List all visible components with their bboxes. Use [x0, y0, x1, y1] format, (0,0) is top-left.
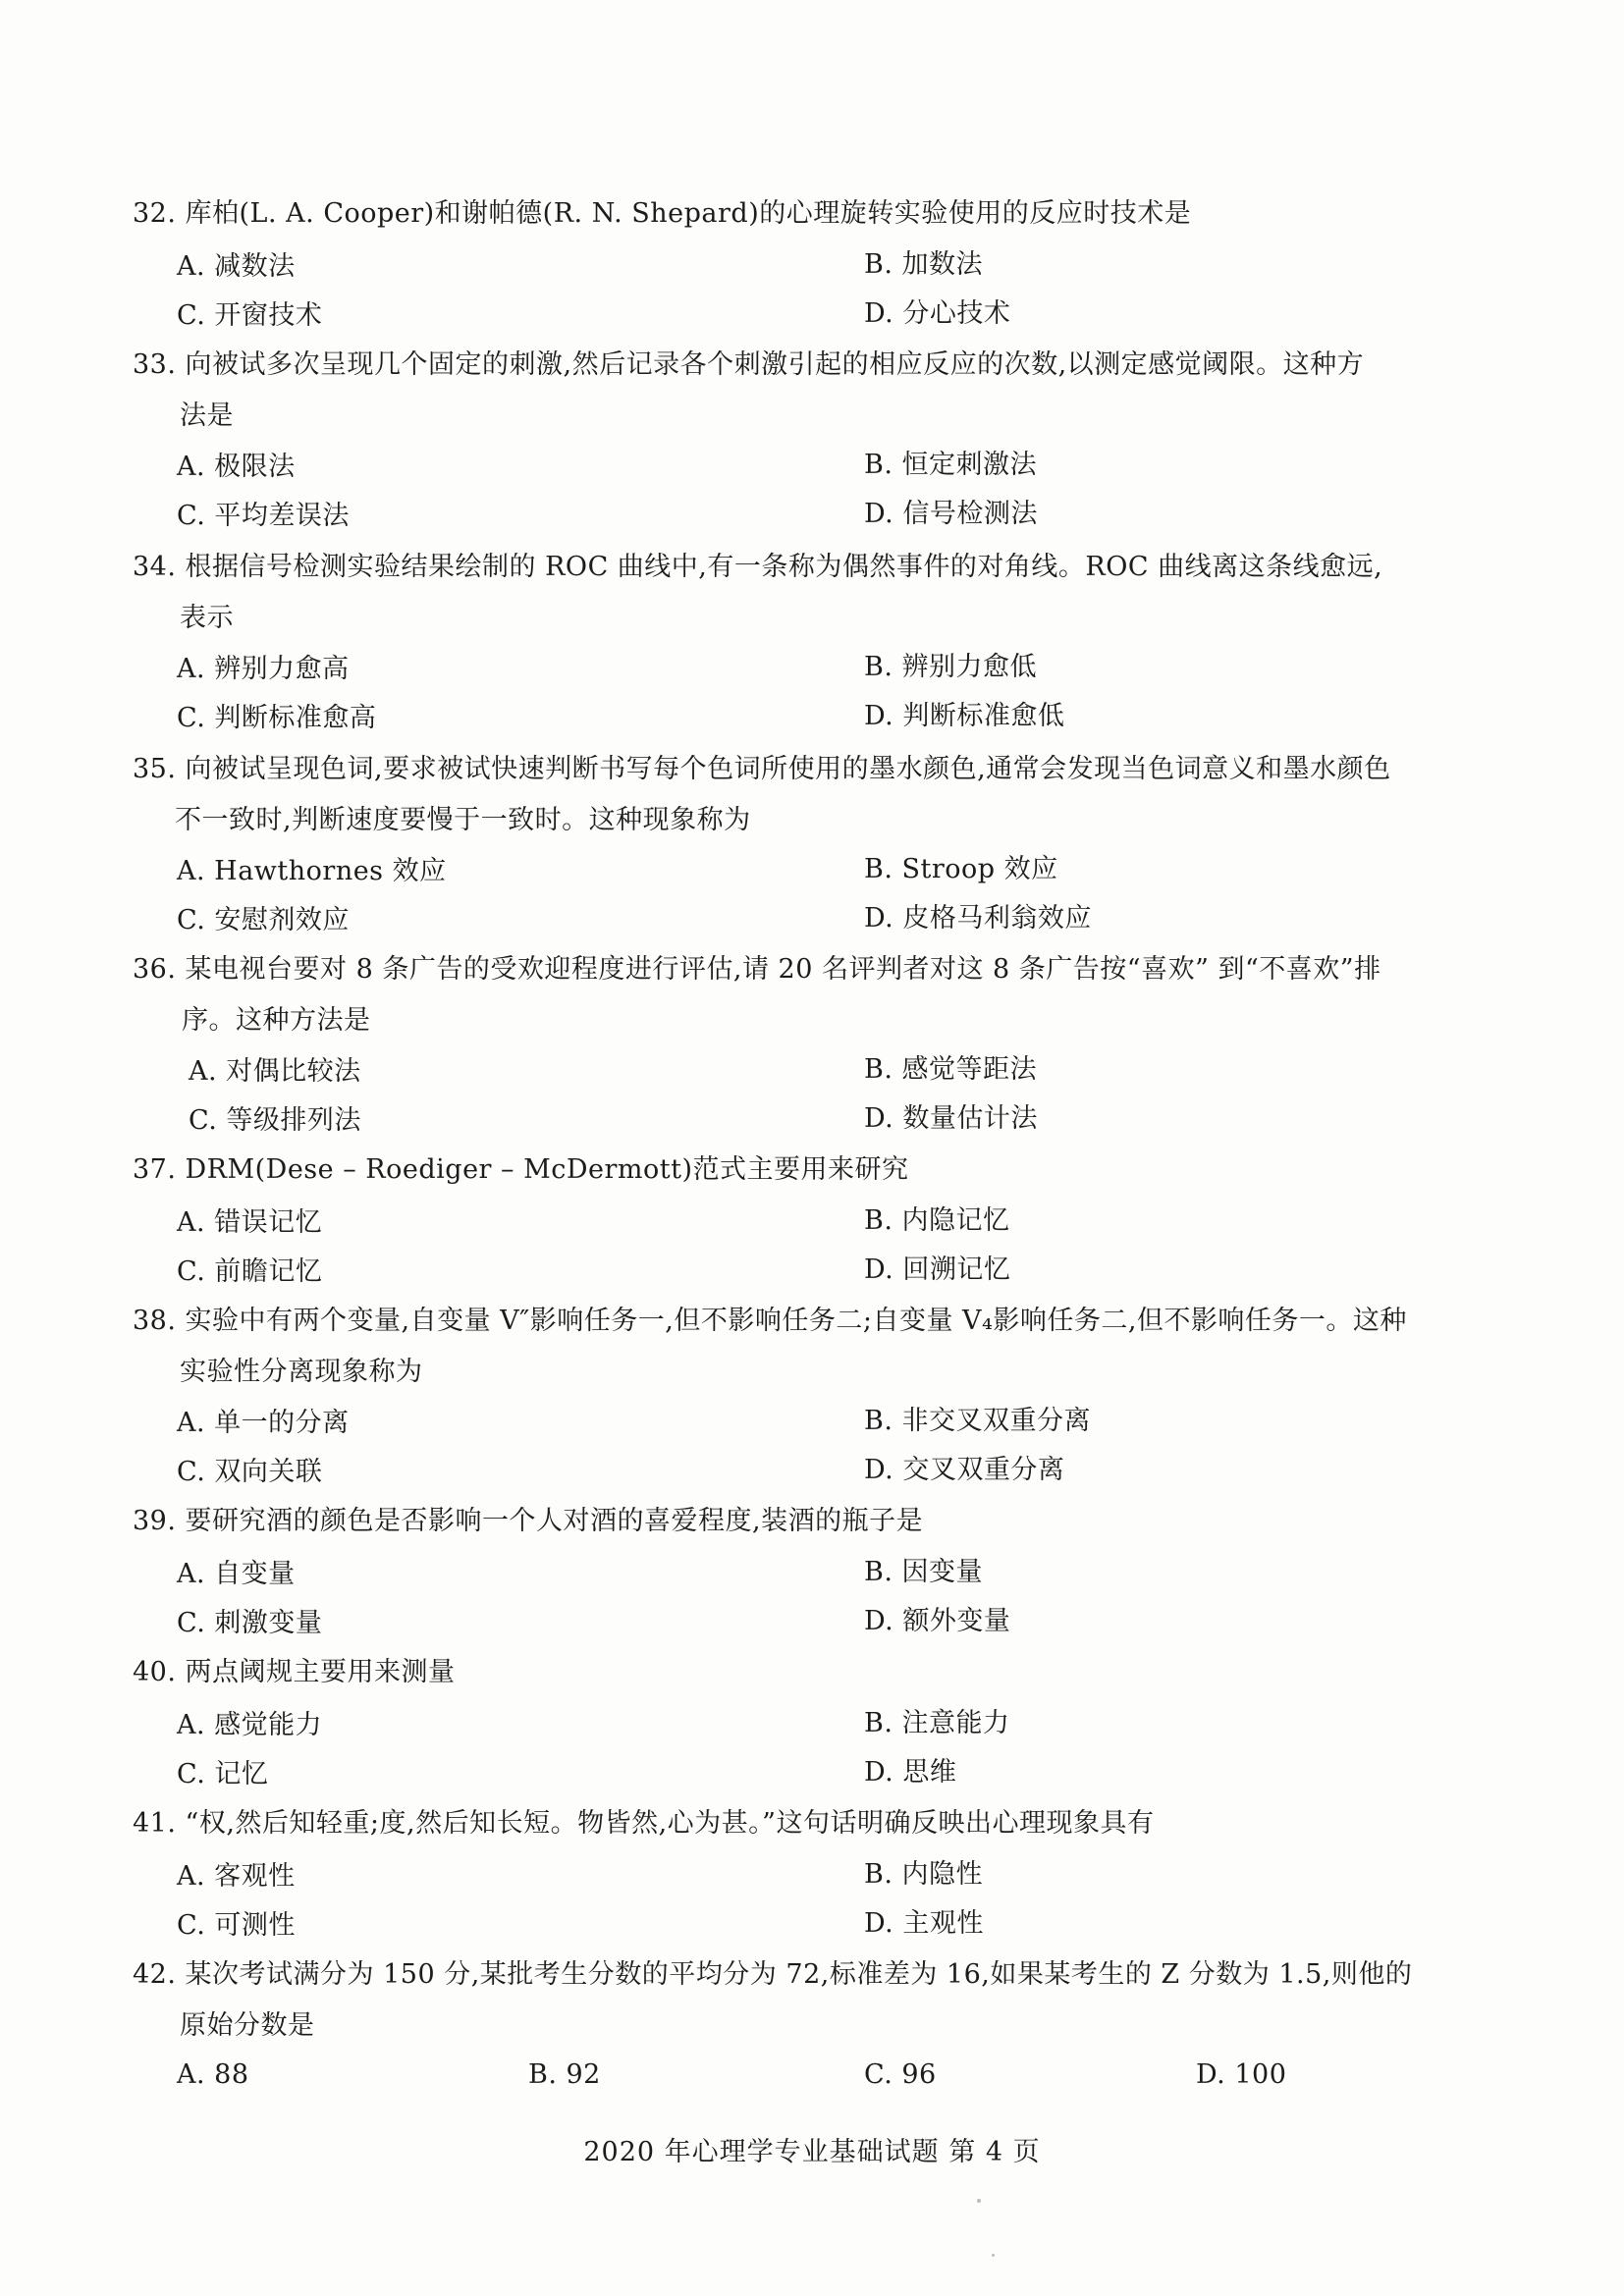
- question-34-option-b: B. 辨别力愈低: [864, 652, 1038, 682]
- question-36-stem-line1: 36. 某电视台要对 8 条广告的受欢迎程度进行评估,请 20 名评判者对这 8 条广告按“喜欢” 到“不喜欢”排: [133, 954, 1381, 985]
- question-39-option-a: A. 自变量: [177, 1559, 296, 1589]
- question-34-option-d: D. 判断标准愈低: [864, 701, 1065, 731]
- question-42-option-c: C. 96: [864, 2059, 937, 2090]
- page-footer: 2020 年心理学专业基础试题 第 4 页: [583, 2137, 1041, 2167]
- question-35-option-c: C. 安慰剂效应: [177, 905, 350, 935]
- question-33-option-b: B. 恒定刺激法: [864, 450, 1038, 480]
- question-41-option-c: C. 可测性: [177, 1910, 296, 1941]
- question-32-option-c: C. 开窗技术: [177, 300, 323, 331]
- question-33-option-a: A. 极限法: [177, 452, 296, 482]
- question-32-option-b: B. 加数法: [864, 249, 984, 280]
- question-39-stem: 39. 要研究酒的颜色是否影响一个人对酒的喜爱程度,装酒的瓶子是: [133, 1506, 924, 1536]
- question-33-option-c: C. 平均差误法: [177, 501, 350, 531]
- question-37-option-a: A. 错误记忆: [177, 1207, 323, 1238]
- question-40-option-c: C. 记忆: [177, 1759, 269, 1789]
- question-36-stem-line2: 序。这种方法是: [182, 1005, 371, 1036]
- question-37-stem: 37. DRM(Dese – Roediger – McDermott)范式主要用来研究: [133, 1154, 909, 1185]
- question-32-option-a: A. 减数法: [177, 251, 296, 282]
- scan-speck: [992, 2254, 995, 2257]
- question-33-stem-line1: 33. 向被试多次呈现几个固定的刺激,然后记录各个刺激引起的相应反应的次数,以测定感觉阈限。这种方: [133, 349, 1365, 380]
- question-39-option-d: D. 额外变量: [864, 1606, 1011, 1636]
- question-36-option-a: A. 对偶比较法: [189, 1056, 361, 1087]
- question-36-option-b: B. 感觉等距法: [864, 1054, 1038, 1085]
- question-32-stem: 32. 库柏(L. A. Cooper)和谢帕德(R. N. Shepard)的心理旋转实验使用的反应时技术是: [133, 198, 1192, 229]
- question-38-option-a: A. 单一的分离: [177, 1408, 350, 1438]
- question-38-stem-line2: 实验性分离现象称为: [180, 1357, 423, 1387]
- question-37-option-d: D. 回溯记忆: [864, 1255, 1011, 1285]
- question-39-option-c: C. 刺激变量: [177, 1608, 323, 1638]
- question-41-option-a: A. 客观性: [177, 1861, 296, 1892]
- question-34-option-c: C. 判断标准愈高: [177, 703, 377, 733]
- question-35-option-a: A. Hawthornes 效应: [177, 856, 447, 886]
- question-35-option-b: B. Stroop 效应: [864, 854, 1058, 884]
- question-33-stem-line2: 法是: [180, 400, 234, 431]
- question-41-stem: 41. “权,然后知轻重;度,然后知长短。物皆然,心为甚。”这句话明确反映出心理现象具有: [133, 1808, 1155, 1839]
- question-38-option-b: B. 非交叉双重分离: [864, 1406, 1092, 1436]
- question-40-option-a: A. 感觉能力: [177, 1710, 323, 1740]
- question-39-option-b: B. 因变量: [864, 1557, 984, 1587]
- question-42-stem-line2: 原始分数是: [180, 2010, 315, 2041]
- scan-speck: [977, 2199, 981, 2203]
- question-38-option-c: C. 双向关联: [177, 1457, 323, 1487]
- question-38-stem-line1: 38. 实验中有两个变量,自变量 V″影响任务一,但不影响任务二;自变量 V₄影响任务二,但不影响任务一。这种: [133, 1306, 1407, 1336]
- question-36-option-c: C. 等级排列法: [189, 1105, 361, 1136]
- question-35-stem-line1: 35. 向被试呈现色词,要求被试快速判断书写每个色词所使用的墨水颜色,通常会发现当色词意义和墨水颜色: [133, 754, 1391, 784]
- question-42-stem-line1: 42. 某次考试满分为 150 分,某批考生分数的平均分为 72,标准差为 16,如果某考生的 Z 分数为 1.5,则他的: [133, 1959, 1413, 1990]
- question-42-option-a: A. 88: [177, 2059, 249, 2090]
- question-35-stem-line2: 不一致时,判断速度要慢于一致时。这种现象称为: [175, 805, 751, 835]
- question-37-option-c: C. 前瞻记忆: [177, 1256, 323, 1287]
- question-41-option-d: D. 主观性: [864, 1908, 984, 1939]
- question-36-option-d: D. 数量估计法: [864, 1103, 1038, 1134]
- question-35-option-d: D. 皮格马利翁效应: [864, 903, 1092, 934]
- question-37-option-b: B. 内隐记忆: [864, 1205, 1010, 1236]
- question-42-option-b: B. 92: [528, 2059, 601, 2090]
- question-40-option-d: D. 思维: [864, 1757, 957, 1788]
- question-38-option-d: D. 交叉双重分离: [864, 1455, 1065, 1485]
- question-34-stem-line1: 34. 根据信号检测实验结果绘制的 ROC 曲线中,有一条称为偶然事件的对角线。ROC 曲线离这条线愈远,: [133, 552, 1383, 582]
- question-42-option-d: D. 100: [1196, 2059, 1287, 2090]
- question-32-option-d: D. 分心技术: [864, 298, 1011, 329]
- question-34-stem-line2: 表示: [180, 603, 234, 633]
- question-33-option-d: D. 信号检测法: [864, 499, 1038, 529]
- question-40-stem: 40. 两点阈规主要用来测量: [133, 1657, 456, 1687]
- question-41-option-b: B. 内隐性: [864, 1859, 984, 1890]
- question-34-option-a: A. 辨别力愈高: [177, 654, 350, 684]
- question-40-option-b: B. 注意能力: [864, 1708, 1010, 1738]
